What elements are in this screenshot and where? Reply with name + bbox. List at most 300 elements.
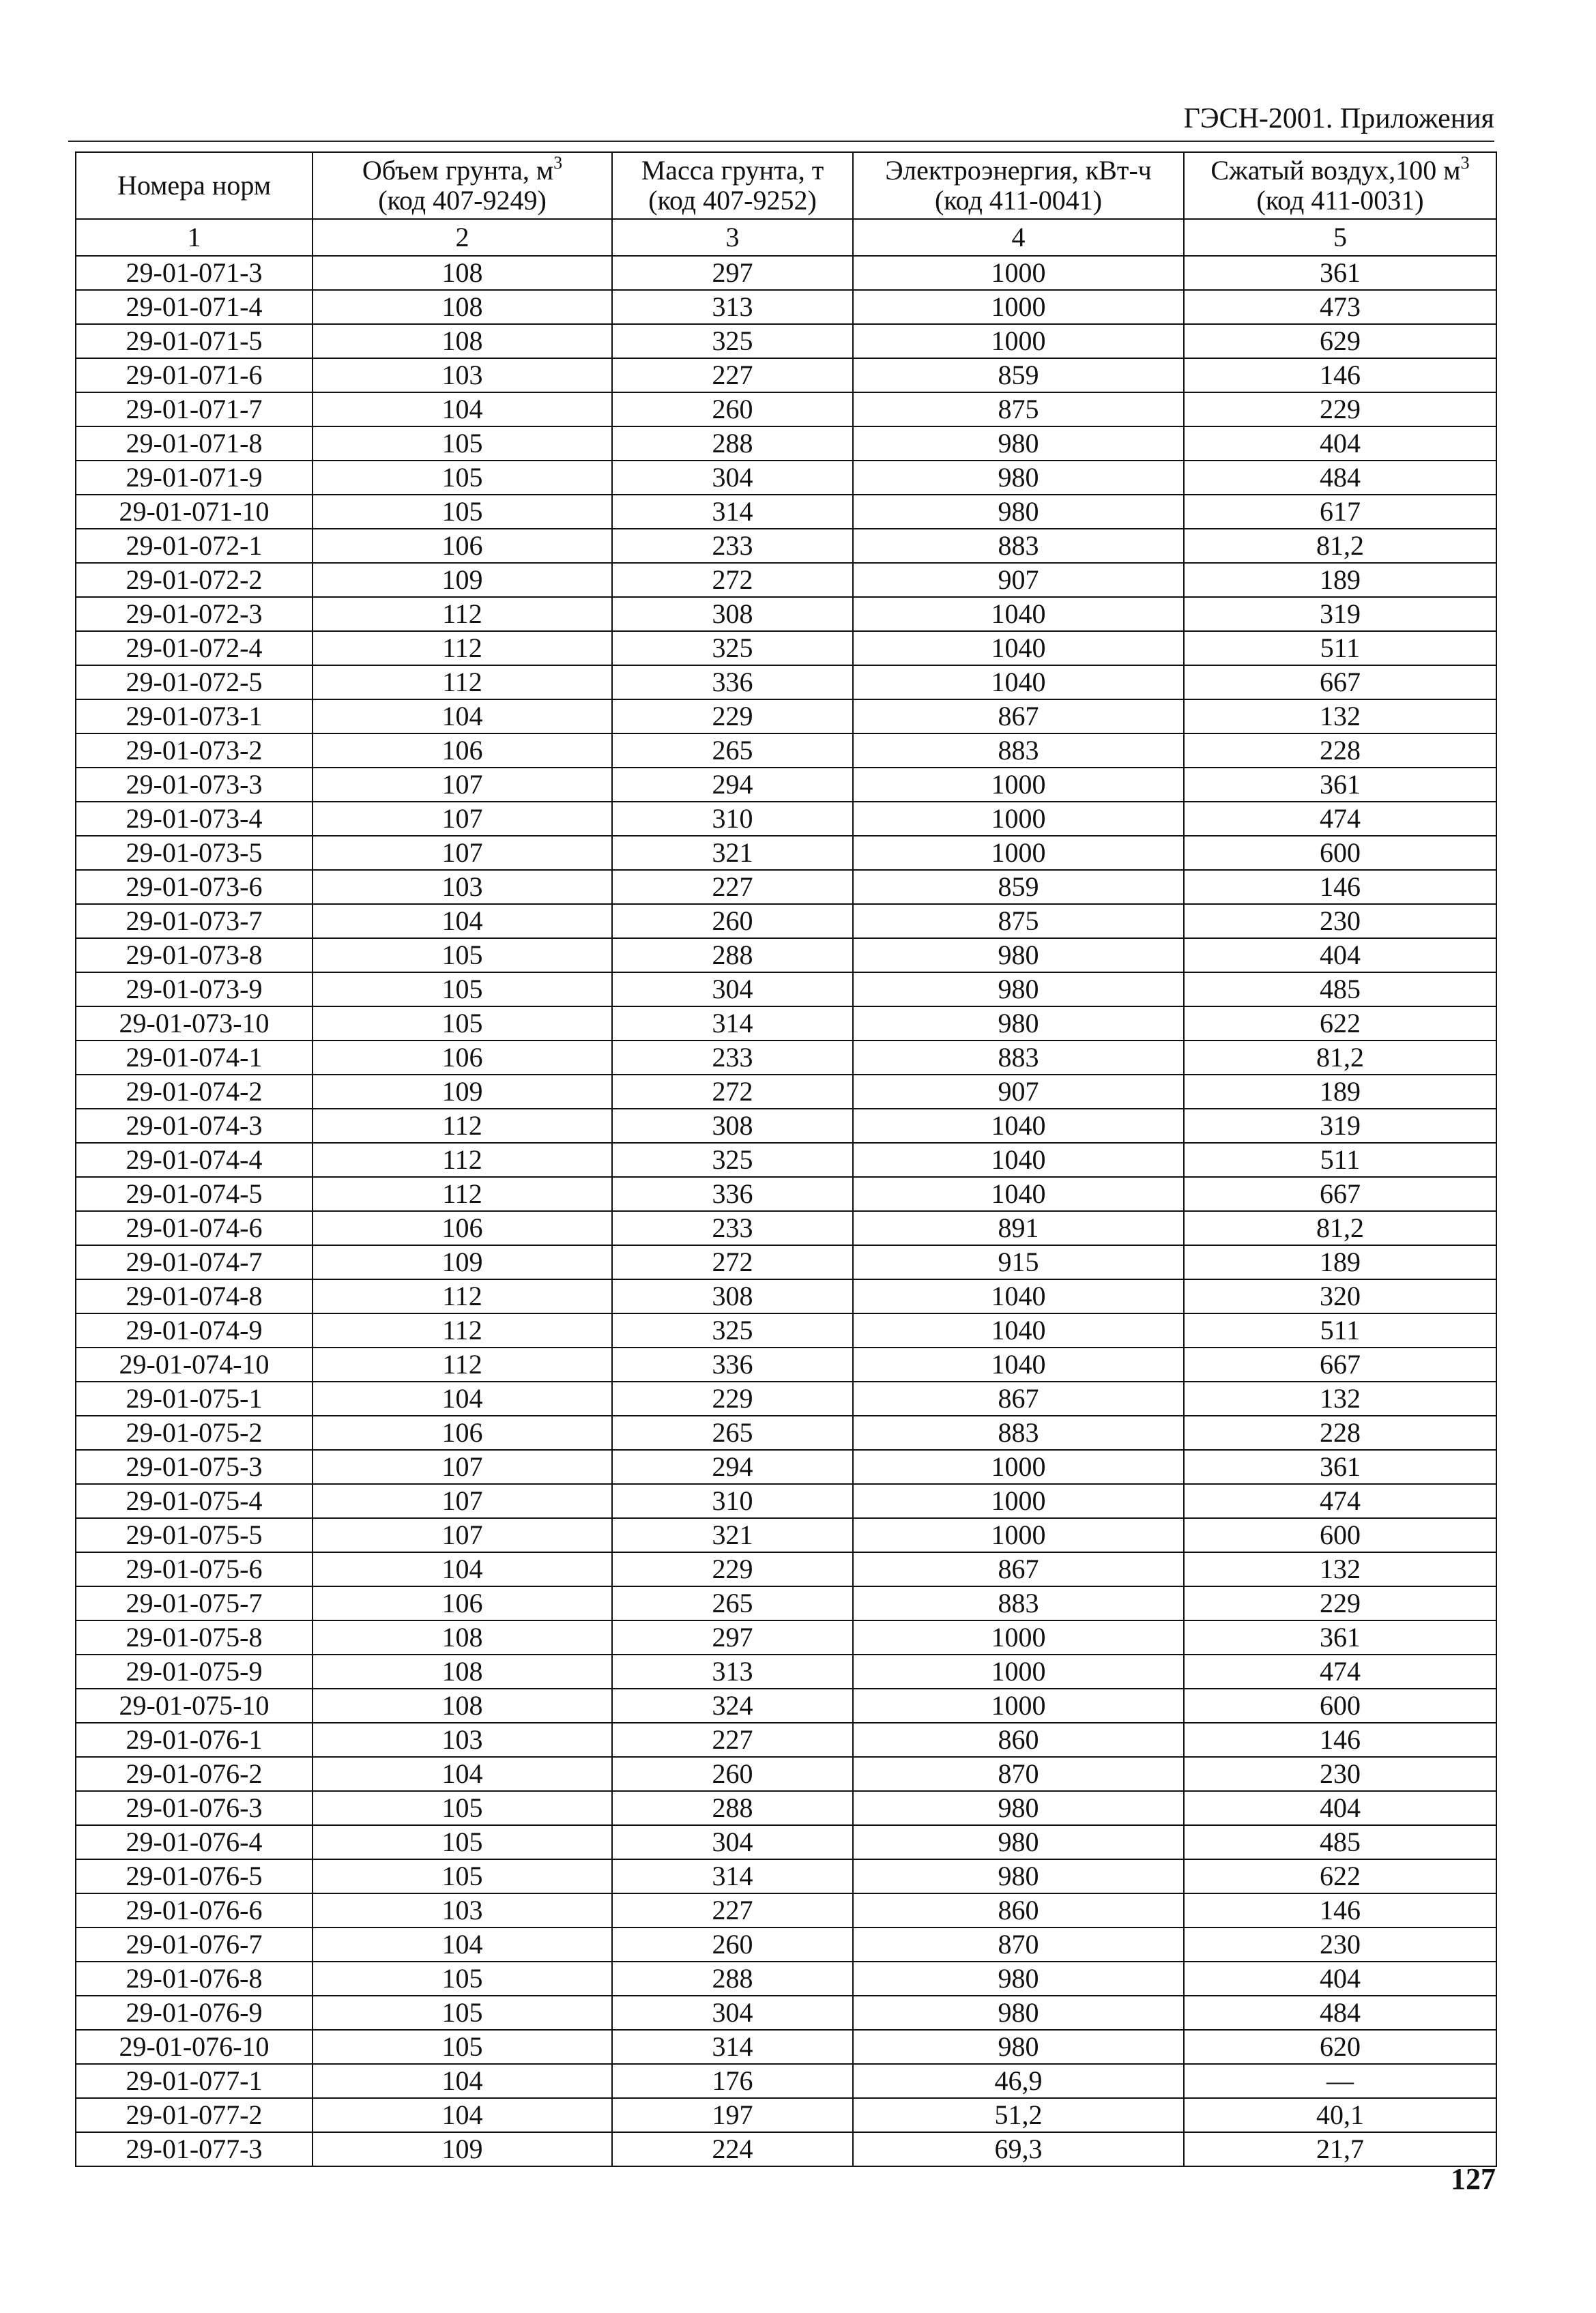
header-compressed-air: Сжатый воздух,100 $м^3$ (код 411-0031) — [1184, 152, 1496, 219]
cell-electricity: 859 — [853, 870, 1184, 904]
cell-compressed-air: 629 — [1184, 324, 1496, 358]
cell-norm-number: 29-01-074-5 — [76, 1177, 313, 1211]
cell-norm-number: 29-01-073-6 — [76, 870, 313, 904]
cell-norm-number: 29-01-072-2 — [76, 563, 313, 597]
cell-soil-mass: 325 — [612, 1143, 853, 1177]
cell-electricity: 980 — [853, 426, 1184, 461]
table-row — [76, 597, 1496, 631]
cell-soil-mass: 233 — [612, 1211, 853, 1245]
cell-soil-mass: 297 — [612, 256, 853, 290]
cell-electricity: 1040 — [853, 665, 1184, 699]
cell-soil-volume: 104 — [313, 1382, 612, 1416]
cell-electricity: 907 — [853, 1075, 1184, 1109]
cell-soil-mass: 260 — [612, 904, 853, 938]
cell-electricity: 875 — [853, 904, 1184, 938]
table-row — [76, 358, 1496, 392]
cell-electricity: 980 — [853, 495, 1184, 529]
cell-electricity: 1000 — [853, 802, 1184, 836]
cell-compressed-air: 620 — [1184, 2030, 1496, 2064]
cell-soil-mass: 272 — [612, 1245, 853, 1279]
cell-soil-volume: 105 — [313, 972, 612, 1006]
cell-soil-mass: 265 — [612, 1586, 853, 1620]
cell-compressed-air: 667 — [1184, 1348, 1496, 1382]
cell-norm-number: 29-01-077-3 — [76, 2132, 313, 2166]
cell-norm-number: 29-01-073-4 — [76, 802, 313, 836]
cell-soil-volume: 112 — [313, 1143, 612, 1177]
cell-soil-volume: 107 — [313, 1518, 612, 1552]
cell-electricity: 1000 — [853, 1484, 1184, 1518]
cell-compressed-air: 485 — [1184, 1825, 1496, 1859]
cell-compressed-air: 228 — [1184, 733, 1496, 768]
cell-compressed-air: 511 — [1184, 1143, 1496, 1177]
cell-soil-mass: 336 — [612, 1177, 853, 1211]
cell-soil-volume: 104 — [313, 1757, 612, 1791]
cell-norm-number: 29-01-076-2 — [76, 1757, 313, 1791]
cell-electricity: 980 — [853, 1996, 1184, 2030]
cell-soil-volume: 107 — [313, 768, 612, 802]
cell-norm-number: 29-01-075-4 — [76, 1484, 313, 1518]
table-row — [76, 1620, 1496, 1655]
cell-electricity: 1040 — [853, 1143, 1184, 1177]
cell-compressed-air: 511 — [1184, 631, 1496, 665]
cell-soil-volume: 104 — [313, 1928, 612, 1962]
cell-soil-mass: 288 — [612, 426, 853, 461]
cell-compressed-air: 404 — [1184, 1791, 1496, 1825]
cell-norm-number: 29-01-071-5 — [76, 324, 313, 358]
cell-compressed-air: — — [1184, 2064, 1496, 2098]
cell-electricity: 867 — [853, 1382, 1184, 1416]
cell-norm-number: 29-01-074-3 — [76, 1109, 313, 1143]
table-row — [76, 2064, 1496, 2098]
cell-soil-mass: 229 — [612, 1382, 853, 1416]
cell-soil-volume: 112 — [313, 1177, 612, 1211]
cell-soil-volume: 112 — [313, 665, 612, 699]
cell-norm-number: 29-01-072-5 — [76, 665, 313, 699]
table-row — [76, 1143, 1496, 1177]
cell-compressed-air: 230 — [1184, 1928, 1496, 1962]
cell-soil-volume: 104 — [313, 2064, 612, 2098]
cell-soil-volume: 112 — [313, 597, 612, 631]
cell-compressed-air: 81,2 — [1184, 1211, 1496, 1245]
cell-compressed-air: 617 — [1184, 495, 1496, 529]
cell-soil-mass: 227 — [612, 1723, 853, 1757]
table-row — [76, 324, 1496, 358]
cell-soil-mass: 336 — [612, 1348, 853, 1382]
table-header — [76, 152, 1496, 256]
cell-soil-mass: 321 — [612, 836, 853, 870]
cell-soil-volume: 109 — [313, 2132, 612, 2166]
cell-norm-number: 29-01-073-7 — [76, 904, 313, 938]
cell-compressed-air: 146 — [1184, 870, 1496, 904]
table-row — [76, 1177, 1496, 1211]
table-row — [76, 1382, 1496, 1416]
cell-norm-number: 29-01-074-7 — [76, 1245, 313, 1279]
cell-norm-number: 29-01-073-3 — [76, 768, 313, 802]
cell-norm-number: 29-01-074-1 — [76, 1041, 313, 1075]
table-row — [76, 256, 1496, 290]
table-row — [76, 1006, 1496, 1041]
cell-soil-volume: 104 — [313, 699, 612, 733]
norms-table — [75, 151, 1497, 2167]
cell-norm-number: 29-01-075-8 — [76, 1620, 313, 1655]
cell-soil-volume: 112 — [313, 631, 612, 665]
cell-soil-mass: 308 — [612, 1109, 853, 1143]
cell-soil-volume: 112 — [313, 1109, 612, 1143]
cell-soil-volume: 109 — [313, 1245, 612, 1279]
cell-electricity: 69,3 — [853, 2132, 1184, 2166]
cell-soil-volume: 108 — [313, 1620, 612, 1655]
cell-norm-number: 29-01-075-7 — [76, 1586, 313, 1620]
cell-electricity: 1000 — [853, 256, 1184, 290]
cell-compressed-air: 473 — [1184, 290, 1496, 324]
cell-electricity: 1040 — [853, 1177, 1184, 1211]
cell-compressed-air: 485 — [1184, 972, 1496, 1006]
cell-soil-volume: 108 — [313, 1655, 612, 1689]
cell-soil-mass: 313 — [612, 290, 853, 324]
cell-norm-number: 29-01-076-4 — [76, 1825, 313, 1859]
cell-norm-number: 29-01-072-1 — [76, 529, 313, 563]
cell-compressed-air: 319 — [1184, 597, 1496, 631]
cell-soil-volume: 104 — [313, 2098, 612, 2132]
cell-compressed-air: 229 — [1184, 1586, 1496, 1620]
cell-soil-mass: 288 — [612, 938, 853, 972]
cell-soil-mass: 260 — [612, 1757, 853, 1791]
cell-compressed-air: 622 — [1184, 1859, 1496, 1893]
table-row — [76, 938, 1496, 972]
cell-soil-mass: 304 — [612, 461, 853, 495]
table-row — [76, 1689, 1496, 1723]
cell-norm-number: 29-01-072-4 — [76, 631, 313, 665]
column-number-row — [76, 219, 1496, 256]
cell-electricity: 1000 — [853, 1689, 1184, 1723]
cell-soil-volume: 106 — [313, 1586, 612, 1620]
cell-soil-mass: 324 — [612, 1689, 853, 1723]
table-row — [76, 836, 1496, 870]
cell-soil-volume: 105 — [313, 938, 612, 972]
cell-soil-volume: 105 — [313, 1825, 612, 1859]
cell-soil-volume: 104 — [313, 904, 612, 938]
cell-compressed-air: 21,7 — [1184, 2132, 1496, 2166]
cell-soil-volume: 107 — [313, 1484, 612, 1518]
cell-soil-volume: 112 — [313, 1348, 612, 1382]
cell-compressed-air: 404 — [1184, 426, 1496, 461]
cell-compressed-air: 146 — [1184, 1893, 1496, 1928]
cell-norm-number: 29-01-075-10 — [76, 1689, 313, 1723]
cell-compressed-air: 474 — [1184, 1655, 1496, 1689]
table-row — [76, 870, 1496, 904]
cell-compressed-air: 622 — [1184, 1006, 1496, 1041]
cell-compressed-air: 600 — [1184, 1689, 1496, 1723]
cell-soil-mass: 197 — [612, 2098, 853, 2132]
cell-electricity: 867 — [853, 1552, 1184, 1586]
table-row — [76, 733, 1496, 768]
cell-soil-volume: 105 — [313, 1996, 612, 2030]
cell-soil-mass: 227 — [612, 1893, 853, 1928]
cell-norm-number: 29-01-072-3 — [76, 597, 313, 631]
cell-soil-mass: 233 — [612, 529, 853, 563]
cell-compressed-air: 132 — [1184, 1382, 1496, 1416]
table-row — [76, 1245, 1496, 1279]
cell-compressed-air: 189 — [1184, 563, 1496, 597]
cell-norm-number: 29-01-076-1 — [76, 1723, 313, 1757]
cell-electricity: 1000 — [853, 1518, 1184, 1552]
cell-electricity: 980 — [853, 1825, 1184, 1859]
cell-compressed-air: 361 — [1184, 768, 1496, 802]
cell-soil-mass: 314 — [612, 1859, 853, 1893]
cell-soil-mass: 229 — [612, 1552, 853, 1586]
cell-soil-volume: 103 — [313, 1893, 612, 1928]
cell-soil-volume: 108 — [313, 1689, 612, 1723]
cell-electricity: 870 — [853, 1928, 1184, 1962]
cell-electricity: 867 — [853, 699, 1184, 733]
cell-norm-number: 29-01-075-5 — [76, 1518, 313, 1552]
cell-norm-number: 29-01-074-4 — [76, 1143, 313, 1177]
cell-compressed-air: 229 — [1184, 392, 1496, 426]
cell-soil-volume: 112 — [313, 1279, 612, 1313]
cell-soil-volume: 109 — [313, 563, 612, 597]
table-row — [76, 290, 1496, 324]
cell-electricity: 860 — [853, 1893, 1184, 1928]
cell-electricity: 1000 — [853, 836, 1184, 870]
cell-soil-volume: 107 — [313, 802, 612, 836]
cell-soil-mass: 314 — [612, 2030, 853, 2064]
cell-soil-mass: 265 — [612, 733, 853, 768]
table-row — [76, 1791, 1496, 1825]
cell-soil-mass: 314 — [612, 495, 853, 529]
table-row — [76, 1859, 1496, 1893]
cell-soil-volume: 106 — [313, 1416, 612, 1450]
table-row — [76, 1211, 1496, 1245]
cell-electricity: 1000 — [853, 1655, 1184, 1689]
cell-soil-mass: 294 — [612, 1450, 853, 1484]
cell-soil-mass: 313 — [612, 1655, 853, 1689]
cell-compressed-air: 511 — [1184, 1313, 1496, 1348]
cell-soil-mass: 325 — [612, 1313, 853, 1348]
table-row — [76, 1518, 1496, 1552]
cell-soil-volume: 105 — [313, 495, 612, 529]
cell-electricity: 980 — [853, 972, 1184, 1006]
cell-soil-mass: 233 — [612, 1041, 853, 1075]
table-row — [76, 529, 1496, 563]
table-row — [76, 1109, 1496, 1143]
table-row — [76, 1552, 1496, 1586]
cell-soil-volume: 103 — [313, 870, 612, 904]
table-row — [76, 495, 1496, 529]
table-row — [76, 1075, 1496, 1109]
cell-compressed-air: 132 — [1184, 1552, 1496, 1586]
cell-norm-number: 29-01-074-2 — [76, 1075, 313, 1109]
cell-soil-mass: 272 — [612, 1075, 853, 1109]
table-row — [76, 1450, 1496, 1484]
cell-electricity: 907 — [853, 563, 1184, 597]
cell-electricity: 980 — [853, 1791, 1184, 1825]
cell-soil-mass: 294 — [612, 768, 853, 802]
cell-electricity: 1040 — [853, 1348, 1184, 1382]
cell-soil-mass: 325 — [612, 324, 853, 358]
cell-soil-mass: 176 — [612, 2064, 853, 2098]
cell-norm-number: 29-01-071-8 — [76, 426, 313, 461]
table-row — [76, 972, 1496, 1006]
cell-soil-volume: 106 — [313, 529, 612, 563]
cell-compressed-air: 404 — [1184, 1962, 1496, 1996]
cell-norm-number: 29-01-073-10 — [76, 1006, 313, 1041]
table-row — [76, 1348, 1496, 1382]
table-row — [76, 631, 1496, 665]
cell-compressed-air: 361 — [1184, 256, 1496, 290]
cell-electricity: 980 — [853, 1006, 1184, 1041]
header-norm-numbers: Номера норм — [76, 152, 313, 219]
cell-norm-number: 29-01-076-7 — [76, 1928, 313, 1962]
table-row — [76, 1962, 1496, 1996]
cell-compressed-air: 361 — [1184, 1450, 1496, 1484]
table-row — [76, 426, 1496, 461]
cell-norm-number: 29-01-071-10 — [76, 495, 313, 529]
cell-compressed-air: 230 — [1184, 1757, 1496, 1791]
cell-norm-number: 29-01-073-9 — [76, 972, 313, 1006]
table-row — [76, 563, 1496, 597]
table-row — [76, 1655, 1496, 1689]
header-soil-mass: Масса грунта, т (код 407-9252) — [612, 152, 853, 219]
cell-compressed-air: 600 — [1184, 836, 1496, 870]
cell-norm-number: 29-01-076-10 — [76, 2030, 313, 2064]
cell-soil-mass: 224 — [612, 2132, 853, 2166]
cell-electricity: 1040 — [853, 1279, 1184, 1313]
cell-electricity: 1000 — [853, 1620, 1184, 1655]
table-row — [76, 1279, 1496, 1313]
cell-compressed-air: 228 — [1184, 1416, 1496, 1450]
cell-soil-mass: 304 — [612, 1825, 853, 1859]
cell-electricity: 1000 — [853, 324, 1184, 358]
cell-compressed-air: 474 — [1184, 1484, 1496, 1518]
cell-norm-number: 29-01-076-8 — [76, 1962, 313, 1996]
cell-electricity: 1040 — [853, 1313, 1184, 1348]
cell-compressed-air: 132 — [1184, 699, 1496, 733]
cell-soil-volume: 108 — [313, 324, 612, 358]
cell-electricity: 1000 — [853, 1450, 1184, 1484]
cell-soil-mass: 227 — [612, 870, 853, 904]
cell-soil-mass: 310 — [612, 1484, 853, 1518]
cell-norm-number: 29-01-075-6 — [76, 1552, 313, 1586]
cell-compressed-air: 319 — [1184, 1109, 1496, 1143]
cell-norm-number: 29-01-075-9 — [76, 1655, 313, 1689]
cell-compressed-air: 484 — [1184, 1996, 1496, 2030]
cell-soil-volume: 105 — [313, 1791, 612, 1825]
table-row — [76, 2098, 1496, 2132]
cell-soil-mass: 314 — [612, 1006, 853, 1041]
table-row — [76, 1928, 1496, 1962]
cell-electricity: 883 — [853, 733, 1184, 768]
cell-soil-mass: 308 — [612, 1279, 853, 1313]
cell-compressed-air: 146 — [1184, 358, 1496, 392]
cell-soil-volume: 106 — [313, 1211, 612, 1245]
table-row — [76, 699, 1496, 733]
table-row — [76, 1484, 1496, 1518]
header-soil-volume: Объем грунта, $м^3$ (код 407-9249) — [313, 152, 612, 219]
cell-electricity: 883 — [853, 1041, 1184, 1075]
table-row — [76, 768, 1496, 802]
table-row — [76, 665, 1496, 699]
cell-compressed-air: 189 — [1184, 1245, 1496, 1279]
cell-soil-mass: 325 — [612, 631, 853, 665]
cell-compressed-air: 600 — [1184, 1518, 1496, 1552]
cell-compressed-air: 146 — [1184, 1723, 1496, 1757]
header-row — [76, 152, 1496, 219]
cell-norm-number: 29-01-076-6 — [76, 1893, 313, 1928]
cell-soil-volume: 106 — [313, 733, 612, 768]
cell-compressed-air: 404 — [1184, 938, 1496, 972]
cell-soil-mass: 288 — [612, 1962, 853, 1996]
table-row — [76, 1586, 1496, 1620]
cell-electricity: 883 — [853, 1416, 1184, 1450]
cell-soil-mass: 310 — [612, 802, 853, 836]
cell-electricity: 980 — [853, 461, 1184, 495]
table-row — [76, 904, 1496, 938]
cell-compressed-air: 667 — [1184, 665, 1496, 699]
cell-electricity: 860 — [853, 1723, 1184, 1757]
cell-electricity: 46,9 — [853, 2064, 1184, 2098]
column-number: 1 — [76, 219, 313, 256]
cell-electricity: 1000 — [853, 768, 1184, 802]
cell-norm-number: 29-01-071-9 — [76, 461, 313, 495]
cell-norm-number: 29-01-074-9 — [76, 1313, 313, 1348]
cell-soil-volume: 105 — [313, 426, 612, 461]
cell-norm-number: 29-01-071-4 — [76, 290, 313, 324]
cell-soil-volume: 103 — [313, 358, 612, 392]
cell-norm-number: 29-01-073-8 — [76, 938, 313, 972]
cell-norm-number: 29-01-073-2 — [76, 733, 313, 768]
cell-soil-mass: 260 — [612, 392, 853, 426]
cell-electricity: 1040 — [853, 631, 1184, 665]
column-number: 4 — [853, 219, 1184, 256]
table-row — [76, 392, 1496, 426]
cell-electricity: 51,2 — [853, 2098, 1184, 2132]
cell-soil-mass: 272 — [612, 563, 853, 597]
cell-soil-volume: 105 — [313, 1962, 612, 1996]
header-electricity: Электроэнергия, кВт-ч (код 411-0041) — [853, 152, 1184, 219]
cell-soil-volume: 104 — [313, 1552, 612, 1586]
cell-soil-mass: 336 — [612, 665, 853, 699]
cell-norm-number: 29-01-077-1 — [76, 2064, 313, 2098]
cell-compressed-air: 81,2 — [1184, 529, 1496, 563]
table-row — [76, 2030, 1496, 2064]
cell-norm-number: 29-01-075-2 — [76, 1416, 313, 1450]
table-row — [76, 2132, 1496, 2166]
cell-electricity: 883 — [853, 529, 1184, 563]
cell-norm-number: 29-01-074-10 — [76, 1348, 313, 1382]
cell-soil-volume: 108 — [313, 256, 612, 290]
cell-norm-number: 29-01-075-1 — [76, 1382, 313, 1416]
cell-soil-mass: 288 — [612, 1791, 853, 1825]
cell-soil-volume: 103 — [313, 1723, 612, 1757]
cell-norm-number: 29-01-076-5 — [76, 1859, 313, 1893]
cell-soil-volume: 106 — [313, 1041, 612, 1075]
table-row — [76, 1996, 1496, 2030]
column-number: 5 — [1184, 219, 1496, 256]
cell-norm-number: 29-01-077-2 — [76, 2098, 313, 2132]
cell-compressed-air: 361 — [1184, 1620, 1496, 1655]
cell-norm-number: 29-01-076-3 — [76, 1791, 313, 1825]
cell-soil-mass: 321 — [612, 1518, 853, 1552]
cell-norm-number: 29-01-071-3 — [76, 256, 313, 290]
page-number: 127 — [1451, 2162, 1496, 2196]
cell-soil-volume: 107 — [313, 836, 612, 870]
table-row — [76, 802, 1496, 836]
cell-electricity: 1040 — [853, 597, 1184, 631]
cell-soil-volume: 107 — [313, 1450, 612, 1484]
column-number: 2 — [313, 219, 612, 256]
cell-soil-volume: 105 — [313, 2030, 612, 2064]
cell-compressed-air: 189 — [1184, 1075, 1496, 1109]
